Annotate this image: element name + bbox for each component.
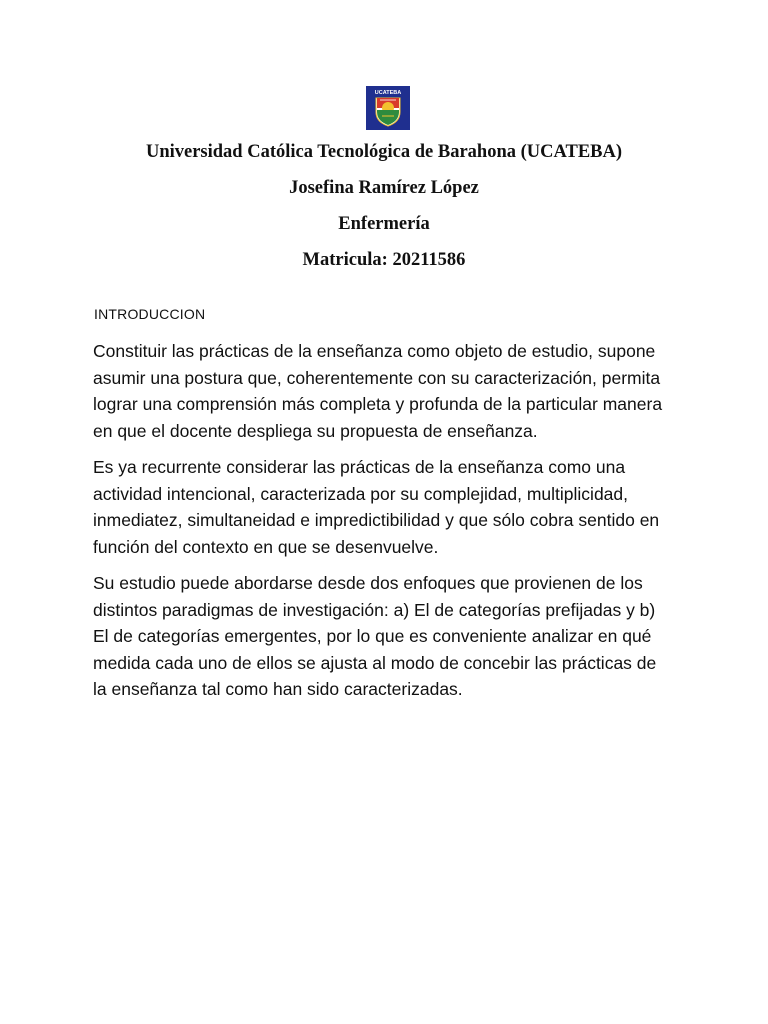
university-name: Universidad Católica Tecnológica de Barahona (UCATEBA) bbox=[145, 142, 623, 162]
university-crest-icon bbox=[366, 86, 410, 130]
section-heading: INTRODUCCION bbox=[94, 306, 206, 322]
student-name: Josefina Ramírez López bbox=[289, 178, 479, 198]
logo-text: UCATEBA bbox=[374, 90, 402, 96]
enrollment-number: Matricula: 20211586 bbox=[302, 250, 466, 270]
paragraph: Constituir las prácticas de la enseñanza como objeto de estudio, supone asumir una postura que, coherentemente con su caracterización, permita lograr una comprensión más completa y profunda de la particular manera en que el docente despliega su propuesta de enseñanza. bbox=[93, 341, 663, 441]
paragraph: Su estudio puede abordarse desde dos enfoques que provienen de los distintos paradigmas de investigación: a) El de categorías prefijadas y b) El de categorías emergentes, por lo que es conveniente analizar en qué medida cada uno de ellos se ajusta al modo de concebir las prácticas de la enseñanza tal como han sido caracterizadas. bbox=[93, 573, 657, 699]
crest-graphic bbox=[366, 86, 410, 130]
program-name: Enfermería bbox=[338, 214, 430, 234]
title-block bbox=[0, 138, 768, 282]
paragraph: Es ya recurrente considerar las prácticas de la enseñanza como una actividad intencional, caracterizada por su complejidad, multiplicidad, inmediatez, simultaneidad e impredictibilidad y que sólo cobra sentido en función del contexto en que se desenvuelve. bbox=[93, 457, 660, 557]
document-body bbox=[93, 338, 673, 713]
